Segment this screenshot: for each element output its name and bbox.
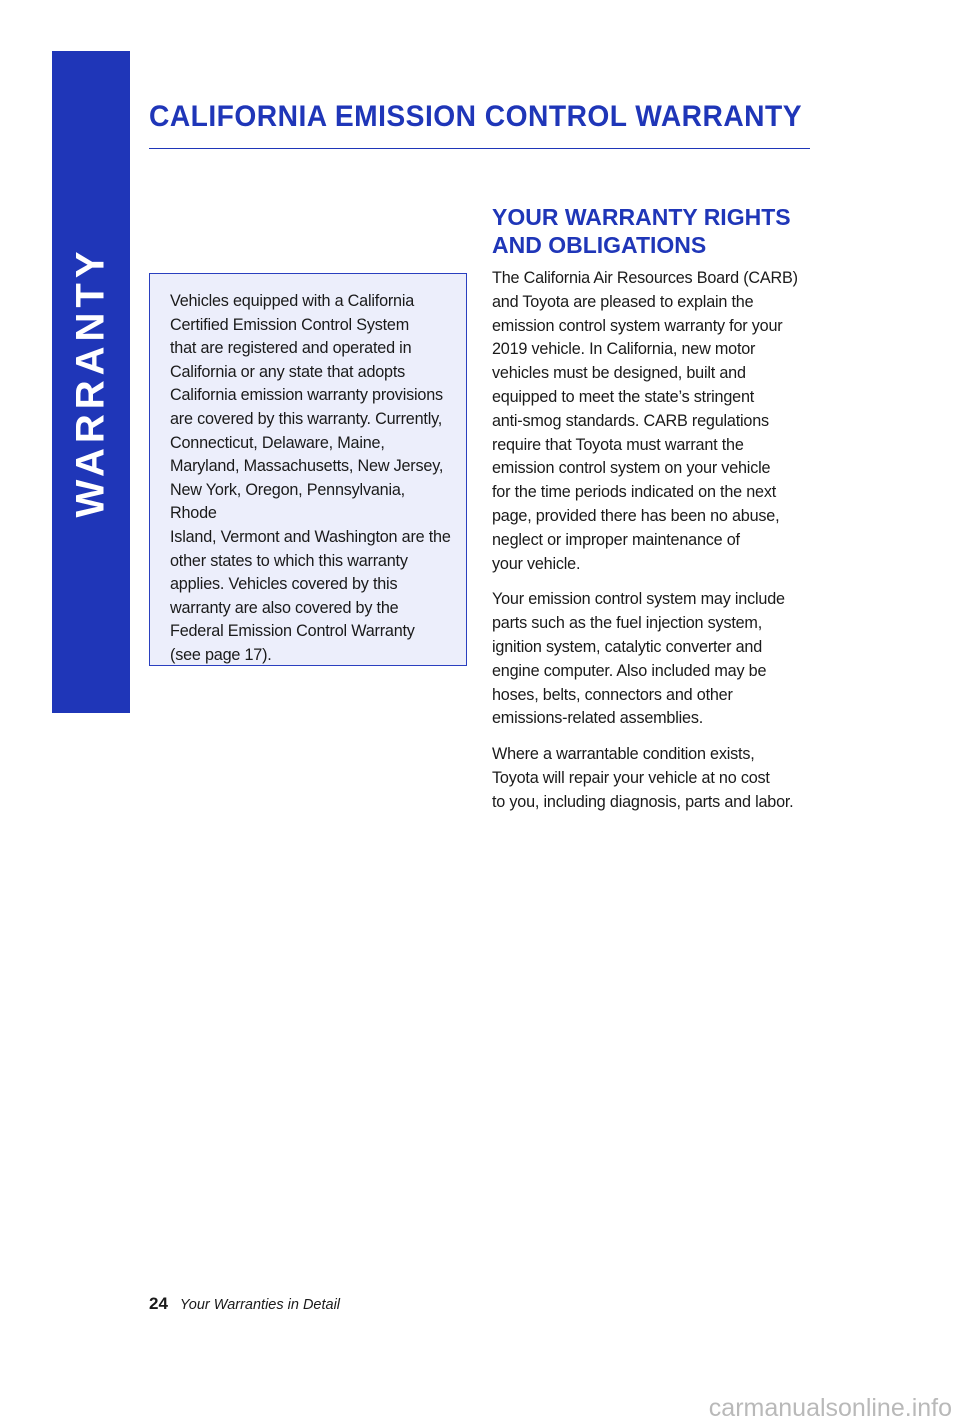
- title-divider: [149, 148, 810, 149]
- body-paragraph-1: The California Air Resources Board (CARB) and Toyota are pleased to explain the emission control system warranty for your 2019 vehicle. In California, new motor vehicles must be designed, built and equipped to meet the state’s stringent anti-smog standards. CARB regulations require that Toyota must warrant the emission control system on your vehicle for the time periods indicated on the next page, provided there has been no abuse, neglect or improper maintenance of your vehicle.: [492, 269, 798, 573]
- page-number: 24: [149, 1294, 168, 1313]
- notice-box: [149, 273, 467, 666]
- body-paragraph-3: Where a warrantable condition exists, Toyota will repair your vehicle at no cost to you, including diagnosis, parts and labor.: [492, 745, 794, 811]
- notice-text: Vehicles equipped with a California Certified Emission Control System that are registered and operated in California or any state that adopts California emission warranty provisions are covered by this warranty. Currently, Connecticut, Delaware, Maine, Maryland, Massachusetts, New Jersey, New York, Oregon, Pennsylvania, Rhode Island, Vermont and Washington are the other states to which this warranty applies. Vehicles covered by this warranty are also covered by the Federal Emission Control Warranty (see page 17).: [170, 292, 451, 664]
- side-tab-label: WARRANTY: [68, 246, 113, 518]
- page-footer: [149, 1294, 340, 1314]
- footer-section-title: Your Warranties in Detail: [179, 1297, 341, 1313]
- body-paragraph-2: Your emission control system may include parts such as the fuel injection system, ignition system, catalytic converter and engine computer. Also included may be hoses, belts, connectors and other emissions-related assemblies.: [492, 590, 785, 728]
- page-title: CALIFORNIA EMISSION CONTROL WARRANTY: [149, 100, 802, 133]
- watermark: carmanualsonline.info: [708, 1394, 952, 1422]
- body-column: [492, 267, 812, 827]
- section-heading: YOUR WARRANTY RIGHTS AND OBLIGATIONS: [492, 204, 791, 258]
